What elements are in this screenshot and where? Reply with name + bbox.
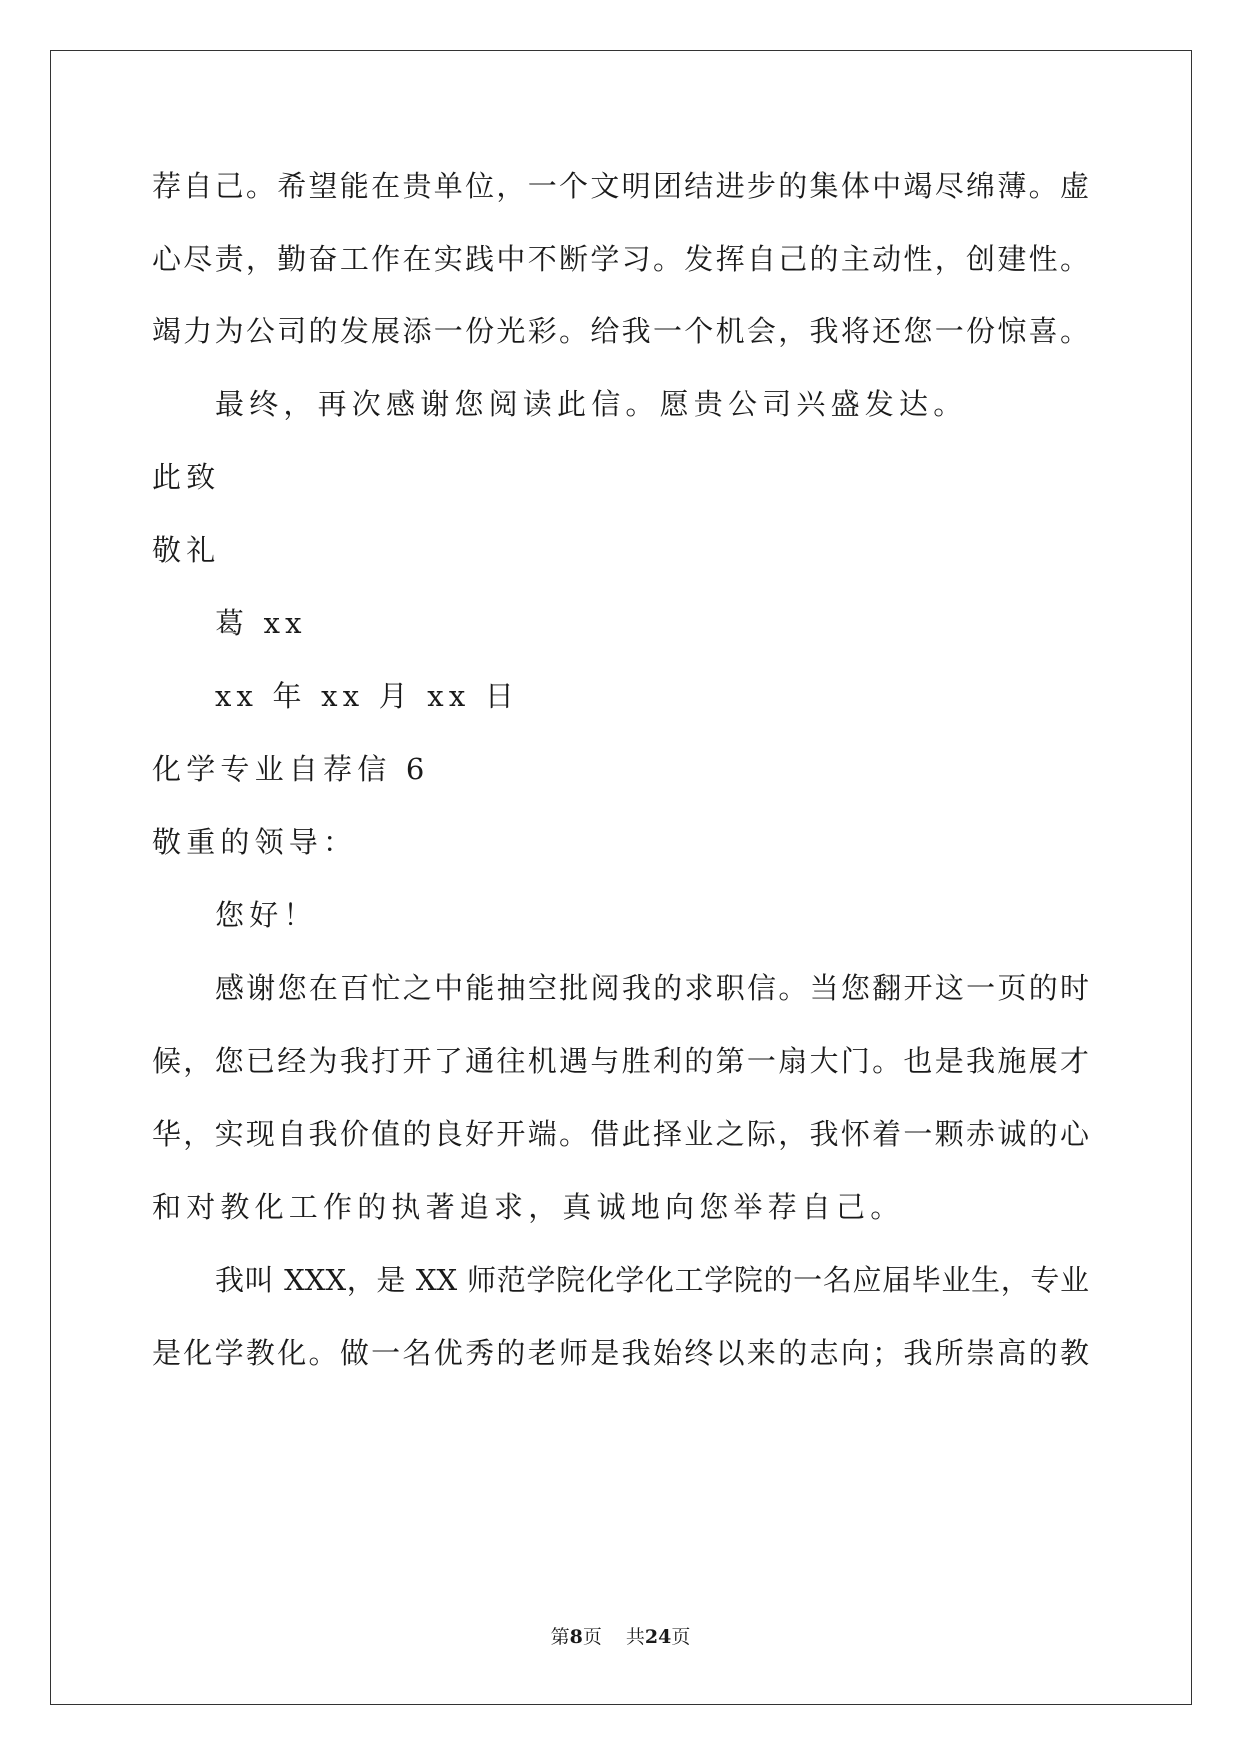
body-line: 最终，再次感谢您阅读此信。愿贵公司兴盛发达。 bbox=[215, 387, 968, 421]
body-line: 心尽责，勤奋工作在实践中不断学习。发挥自己的主动性，创建性。 bbox=[152, 242, 1089, 276]
body-line: 是化学教化。做一名优秀的老师是我始终以来的志向；我所崇高的教 bbox=[152, 1336, 1089, 1370]
total-pages: 24 bbox=[644, 1626, 672, 1648]
body-line: 候，您已经为我打开了通往机遇与胜利的第一扇大门。也是我施展才 bbox=[152, 1044, 1089, 1078]
page-suffix: 页 bbox=[582, 1626, 602, 1648]
greeting: 敬重的领导： bbox=[152, 825, 358, 859]
body-line: 竭力为公司的发展添一份光彩。给我一个机会，我将还您一份惊喜。 bbox=[152, 314, 1089, 348]
signature-date: xx 年 xx 月 xx 日 bbox=[215, 679, 520, 713]
greeting-hello: 您好！ bbox=[215, 898, 318, 932]
body-line: 荐自己。希望能在贵单位，一个文明团结进步的集体中竭尽绵薄。虚 bbox=[152, 169, 1089, 203]
page-prefix: 第 bbox=[550, 1626, 570, 1648]
page-border bbox=[50, 50, 1192, 1705]
signature-name: 葛 xx bbox=[215, 606, 307, 640]
closing-salutation: 此致 bbox=[152, 460, 221, 494]
page-number: 8 bbox=[569, 1626, 583, 1648]
total-prefix: 共 bbox=[625, 1626, 645, 1648]
closing-regards: 敬礼 bbox=[152, 533, 221, 567]
body-line: 和对教化工作的执著追求，真诚地向您举荐自己。 bbox=[152, 1190, 905, 1224]
section-title: 化学专业自荐信 6 bbox=[152, 752, 430, 786]
total-suffix: 页 bbox=[671, 1626, 691, 1648]
page-footer bbox=[0, 1624, 1241, 1650]
body-line: 华，实现自我价值的良好开端。借此择业之际，我怀着一颗赤诚的心 bbox=[152, 1117, 1089, 1151]
body-line: 感谢您在百忙之中能抽空批阅我的求职信。当您翻开这一页的时 bbox=[215, 971, 1089, 1005]
body-line: 我叫 XXX，是 XX 师范学院化学化工学院的一名应届毕业生，专业 bbox=[215, 1263, 1089, 1297]
